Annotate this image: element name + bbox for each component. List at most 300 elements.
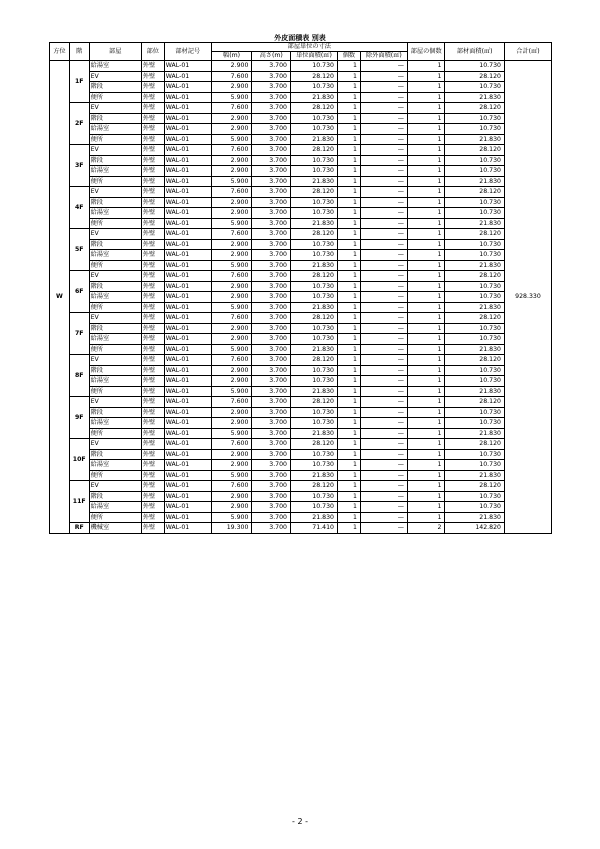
- deduct-cell: —: [360, 355, 407, 366]
- count-cell: 1: [337, 92, 360, 103]
- room-cell: EV: [89, 71, 141, 82]
- material-code-cell: WAL-01: [164, 113, 211, 124]
- material-code-cell: WAL-01: [164, 218, 211, 229]
- material-area-cell: 21.830: [445, 470, 504, 481]
- table-row: [50, 187, 552, 198]
- material-code-cell: WAL-01: [164, 512, 211, 523]
- room-count-cell: 1: [407, 428, 445, 439]
- part-cell: 外壁: [141, 302, 164, 313]
- room-cell: 便所: [89, 176, 141, 187]
- table-row: [50, 103, 552, 114]
- count-cell: 1: [337, 334, 360, 345]
- part-cell: 外壁: [141, 428, 164, 439]
- part-cell: 外壁: [141, 176, 164, 187]
- table-row: [50, 281, 552, 292]
- room-cell: 便所: [89, 512, 141, 523]
- room-cell: 便所: [89, 428, 141, 439]
- material-code-cell: WAL-01: [164, 376, 211, 387]
- count-cell: 1: [337, 512, 360, 523]
- unit-area-cell: 10.730: [291, 376, 338, 387]
- unit-area-cell: 10.730: [291, 82, 338, 93]
- room-cell: 階段: [89, 197, 141, 208]
- width-cell: 2.900: [211, 208, 252, 219]
- table-row: [50, 365, 552, 376]
- unit-area-cell: 28.120: [291, 71, 338, 82]
- count-cell: 1: [337, 134, 360, 145]
- width-cell: 7.600: [211, 397, 252, 408]
- width-cell: 7.600: [211, 145, 252, 156]
- deduct-cell: —: [360, 124, 407, 135]
- material-area-cell: 21.830: [445, 512, 504, 523]
- material-area-cell: 10.730: [445, 502, 504, 513]
- room-cell: 階段: [89, 155, 141, 166]
- deduct-cell: —: [360, 281, 407, 292]
- table-row: [50, 229, 552, 240]
- table-row: [50, 481, 552, 492]
- part-cell: 外壁: [141, 239, 164, 250]
- width-cell: 7.600: [211, 481, 252, 492]
- deduct-cell: —: [360, 512, 407, 523]
- unit-area-cell: 10.730: [291, 491, 338, 502]
- height-cell: 3.700: [252, 292, 291, 303]
- count-cell: 1: [337, 397, 360, 408]
- count-cell: 1: [337, 61, 360, 72]
- part-cell: 外壁: [141, 292, 164, 303]
- width-cell: 2.900: [211, 323, 252, 334]
- part-cell: 外壁: [141, 523, 164, 534]
- height-cell: 3.700: [252, 124, 291, 135]
- room-cell: 給湯室: [89, 292, 141, 303]
- count-cell: 1: [337, 292, 360, 303]
- part-cell: 外壁: [141, 386, 164, 397]
- height-cell: 3.700: [252, 365, 291, 376]
- material-code-cell: WAL-01: [164, 502, 211, 513]
- width-cell: 2.900: [211, 449, 252, 460]
- room-cell: EV: [89, 145, 141, 156]
- material-area-cell: 10.730: [445, 365, 504, 376]
- material-area-cell: 10.730: [445, 239, 504, 250]
- room-count-cell: 1: [407, 155, 445, 166]
- count-cell: 1: [337, 313, 360, 324]
- material-code-cell: WAL-01: [164, 176, 211, 187]
- material-code-cell: WAL-01: [164, 281, 211, 292]
- room-count-cell: 1: [407, 418, 445, 429]
- deduct-cell: —: [360, 302, 407, 313]
- room-cell: 便所: [89, 470, 141, 481]
- material-area-cell: 28.120: [445, 355, 504, 366]
- material-area-cell: 28.120: [445, 187, 504, 198]
- deduct-cell: —: [360, 365, 407, 376]
- room-count-cell: 1: [407, 386, 445, 397]
- material-area-cell: 10.730: [445, 460, 504, 471]
- header-height: 高さ(m): [252, 52, 291, 61]
- table-row: [50, 302, 552, 313]
- part-cell: 外壁: [141, 166, 164, 177]
- table-row: [50, 491, 552, 502]
- height-cell: 3.700: [252, 250, 291, 261]
- room-cell: 階段: [89, 365, 141, 376]
- width-cell: 2.900: [211, 502, 252, 513]
- height-cell: 3.700: [252, 145, 291, 156]
- floor-cell: 5F: [69, 229, 89, 271]
- count-cell: 1: [337, 386, 360, 397]
- material-code-cell: WAL-01: [164, 439, 211, 450]
- room-count-cell: 1: [407, 407, 445, 418]
- room-cell: 給湯室: [89, 460, 141, 471]
- unit-area-cell: 10.730: [291, 334, 338, 345]
- material-code-cell: WAL-01: [164, 407, 211, 418]
- room-cell: 便所: [89, 92, 141, 103]
- count-cell: 1: [337, 439, 360, 450]
- part-cell: 外壁: [141, 470, 164, 481]
- table-header: [50, 43, 552, 61]
- floor-cell: 7F: [69, 313, 89, 355]
- deduct-cell: —: [360, 376, 407, 387]
- material-code-cell: WAL-01: [164, 197, 211, 208]
- room-cell: 給湯室: [89, 376, 141, 387]
- deduct-cell: —: [360, 386, 407, 397]
- height-cell: 3.700: [252, 197, 291, 208]
- material-area-cell: 21.830: [445, 134, 504, 145]
- deduct-cell: —: [360, 208, 407, 219]
- room-count-cell: 1: [407, 124, 445, 135]
- part-cell: 外壁: [141, 512, 164, 523]
- deduct-cell: —: [360, 323, 407, 334]
- deduct-cell: —: [360, 418, 407, 429]
- part-cell: 外壁: [141, 103, 164, 114]
- width-cell: 7.600: [211, 103, 252, 114]
- unit-area-cell: 10.730: [291, 113, 338, 124]
- material-code-cell: WAL-01: [164, 166, 211, 177]
- room-cell: 便所: [89, 302, 141, 313]
- header-deduct: 除外面積(㎡): [360, 52, 407, 61]
- room-count-cell: 1: [407, 176, 445, 187]
- unit-area-cell: 28.120: [291, 397, 338, 408]
- room-cell: 便所: [89, 260, 141, 271]
- direction-cell: W: [50, 61, 70, 534]
- material-area-cell: 28.120: [445, 145, 504, 156]
- material-code-cell: WAL-01: [164, 386, 211, 397]
- count-cell: 1: [337, 323, 360, 334]
- height-cell: 3.700: [252, 313, 291, 324]
- height-cell: 3.700: [252, 407, 291, 418]
- table-row: [50, 428, 552, 439]
- count-cell: 1: [337, 481, 360, 492]
- material-area-cell: 10.730: [445, 491, 504, 502]
- part-cell: 外壁: [141, 397, 164, 408]
- material-code-cell: WAL-01: [164, 134, 211, 145]
- width-cell: 2.900: [211, 365, 252, 376]
- room-cell: EV: [89, 439, 141, 450]
- height-cell: 3.700: [252, 176, 291, 187]
- material-code-cell: WAL-01: [164, 365, 211, 376]
- header-unit-dims: 部屋単位の寸法: [211, 43, 407, 52]
- unit-area-cell: 71.410: [291, 523, 338, 534]
- count-cell: 1: [337, 176, 360, 187]
- part-cell: 外壁: [141, 124, 164, 135]
- room-count-cell: 1: [407, 197, 445, 208]
- deduct-cell: —: [360, 334, 407, 345]
- material-area-cell: 142.820: [445, 523, 504, 534]
- page-title: 外皮面積表 別表: [274, 34, 326, 42]
- header-width: 幅(m): [211, 52, 252, 61]
- material-code-cell: WAL-01: [164, 208, 211, 219]
- material-area-cell: 10.730: [445, 82, 504, 93]
- table-row: [50, 218, 552, 229]
- deduct-cell: —: [360, 523, 407, 534]
- room-count-cell: 1: [407, 145, 445, 156]
- width-cell: 5.900: [211, 92, 252, 103]
- room-cell: EV: [89, 481, 141, 492]
- height-cell: 3.700: [252, 281, 291, 292]
- floor-cell: 9F: [69, 397, 89, 439]
- material-area-cell: 21.830: [445, 260, 504, 271]
- height-cell: 3.700: [252, 460, 291, 471]
- room-count-cell: 1: [407, 134, 445, 145]
- unit-area-cell: 28.120: [291, 439, 338, 450]
- table-body: [50, 61, 552, 534]
- unit-area-cell: 10.730: [291, 239, 338, 250]
- width-cell: 7.600: [211, 313, 252, 324]
- unit-area-cell: 28.120: [291, 481, 338, 492]
- part-cell: 外壁: [141, 113, 164, 124]
- room-count-cell: 1: [407, 166, 445, 177]
- width-cell: 2.900: [211, 124, 252, 135]
- material-code-cell: WAL-01: [164, 418, 211, 429]
- header-floor: 階: [69, 43, 89, 61]
- part-cell: 外壁: [141, 418, 164, 429]
- material-code-cell: WAL-01: [164, 145, 211, 156]
- part-cell: 外壁: [141, 187, 164, 198]
- material-code-cell: WAL-01: [164, 61, 211, 72]
- header-room-count: 部屋の個数: [407, 43, 445, 61]
- count-cell: 1: [337, 523, 360, 534]
- deduct-cell: —: [360, 470, 407, 481]
- material-area-cell: 28.120: [445, 71, 504, 82]
- unit-area-cell: 10.730: [291, 460, 338, 471]
- part-cell: 外壁: [141, 271, 164, 282]
- room-cell: EV: [89, 271, 141, 282]
- table-row: [50, 334, 552, 345]
- deduct-cell: —: [360, 145, 407, 156]
- room-count-cell: 1: [407, 302, 445, 313]
- height-cell: 3.700: [252, 61, 291, 72]
- total-cell: 928.330: [504, 61, 551, 534]
- room-count-cell: 1: [407, 470, 445, 481]
- width-cell: 2.900: [211, 239, 252, 250]
- floor-cell: 8F: [69, 355, 89, 397]
- width-cell: 2.900: [211, 460, 252, 471]
- table-row: [50, 355, 552, 366]
- material-code-cell: WAL-01: [164, 470, 211, 481]
- count-cell: 1: [337, 250, 360, 261]
- room-count-cell: 1: [407, 239, 445, 250]
- table-row: [50, 397, 552, 408]
- table-row: [50, 407, 552, 418]
- height-cell: 3.700: [252, 323, 291, 334]
- unit-area-cell: 21.830: [291, 218, 338, 229]
- deduct-cell: —: [360, 134, 407, 145]
- material-area-cell: 10.730: [445, 250, 504, 261]
- part-cell: 外壁: [141, 344, 164, 355]
- room-count-cell: 1: [407, 229, 445, 240]
- width-cell: 2.900: [211, 334, 252, 345]
- room-cell: 給湯室: [89, 250, 141, 261]
- count-cell: 1: [337, 271, 360, 282]
- count-cell: 1: [337, 460, 360, 471]
- material-area-cell: 28.120: [445, 229, 504, 240]
- deduct-cell: —: [360, 113, 407, 124]
- width-cell: 5.900: [211, 134, 252, 145]
- page-number: - 2 -: [292, 817, 308, 826]
- height-cell: 3.700: [252, 512, 291, 523]
- unit-area-cell: 21.830: [291, 470, 338, 481]
- room-count-cell: 1: [407, 187, 445, 198]
- height-cell: 3.700: [252, 82, 291, 93]
- deduct-cell: —: [360, 103, 407, 114]
- room-cell: EV: [89, 229, 141, 240]
- height-cell: 3.700: [252, 470, 291, 481]
- room-cell: 便所: [89, 344, 141, 355]
- part-cell: 外壁: [141, 260, 164, 271]
- width-cell: 7.600: [211, 71, 252, 82]
- room-count-cell: 1: [407, 365, 445, 376]
- material-code-cell: WAL-01: [164, 481, 211, 492]
- room-cell: 階段: [89, 82, 141, 93]
- room-cell: 階段: [89, 281, 141, 292]
- room-count-cell: 1: [407, 92, 445, 103]
- material-area-cell: 28.120: [445, 313, 504, 324]
- deduct-cell: —: [360, 344, 407, 355]
- count-cell: 1: [337, 491, 360, 502]
- count-cell: 1: [337, 166, 360, 177]
- width-cell: 2.900: [211, 281, 252, 292]
- room-cell: 階段: [89, 239, 141, 250]
- count-cell: 1: [337, 502, 360, 513]
- width-cell: 2.900: [211, 418, 252, 429]
- table-row: [50, 460, 552, 471]
- material-code-cell: WAL-01: [164, 71, 211, 82]
- unit-area-cell: 10.730: [291, 323, 338, 334]
- height-cell: 3.700: [252, 71, 291, 82]
- count-cell: 1: [337, 239, 360, 250]
- table-row: [50, 418, 552, 429]
- material-area-cell: 21.830: [445, 92, 504, 103]
- width-cell: 2.900: [211, 292, 252, 303]
- count-cell: 1: [337, 187, 360, 198]
- unit-area-cell: 21.830: [291, 512, 338, 523]
- header-total: 合計(㎡): [504, 43, 551, 61]
- room-cell: 階段: [89, 323, 141, 334]
- width-cell: 7.600: [211, 355, 252, 366]
- room-count-cell: 1: [407, 376, 445, 387]
- material-area-cell: 28.120: [445, 439, 504, 450]
- table-row: [50, 197, 552, 208]
- count-cell: 1: [337, 113, 360, 124]
- header-unit-area: 単位面積(㎡): [291, 52, 338, 61]
- deduct-cell: —: [360, 313, 407, 324]
- unit-area-cell: 28.120: [291, 229, 338, 240]
- height-cell: 3.700: [252, 449, 291, 460]
- unit-area-cell: 21.830: [291, 302, 338, 313]
- height-cell: 3.700: [252, 428, 291, 439]
- deduct-cell: —: [360, 61, 407, 72]
- unit-area-cell: 21.830: [291, 134, 338, 145]
- unit-area-cell: 21.830: [291, 176, 338, 187]
- material-code-cell: WAL-01: [164, 460, 211, 471]
- table-row: [50, 512, 552, 523]
- width-cell: 5.900: [211, 302, 252, 313]
- part-cell: 外壁: [141, 197, 164, 208]
- room-count-cell: 1: [407, 260, 445, 271]
- table-row: [50, 134, 552, 145]
- table-row: [50, 82, 552, 93]
- material-code-cell: WAL-01: [164, 292, 211, 303]
- height-cell: 3.700: [252, 103, 291, 114]
- width-cell: 2.900: [211, 250, 252, 261]
- unit-area-cell: 10.730: [291, 365, 338, 376]
- room-cell: 階段: [89, 407, 141, 418]
- room-count-cell: 1: [407, 481, 445, 492]
- material-area-cell: 21.830: [445, 218, 504, 229]
- part-cell: 外壁: [141, 218, 164, 229]
- width-cell: 2.900: [211, 197, 252, 208]
- unit-area-cell: 21.830: [291, 386, 338, 397]
- material-area-cell: 10.730: [445, 197, 504, 208]
- width-cell: 5.900: [211, 344, 252, 355]
- width-cell: 2.900: [211, 155, 252, 166]
- room-cell: EV: [89, 313, 141, 324]
- material-code-cell: WAL-01: [164, 124, 211, 135]
- height-cell: 3.700: [252, 155, 291, 166]
- table-row: [50, 376, 552, 387]
- deduct-cell: —: [360, 250, 407, 261]
- table-row: [50, 470, 552, 481]
- material-area-cell: 10.730: [445, 124, 504, 135]
- deduct-cell: —: [360, 428, 407, 439]
- floor-cell: 10F: [69, 439, 89, 481]
- table-row: [50, 344, 552, 355]
- part-cell: 外壁: [141, 376, 164, 387]
- room-count-cell: 1: [407, 313, 445, 324]
- material-area-cell: 28.120: [445, 397, 504, 408]
- height-cell: 3.700: [252, 481, 291, 492]
- material-code-cell: WAL-01: [164, 334, 211, 345]
- width-cell: 5.900: [211, 386, 252, 397]
- room-count-cell: 1: [407, 460, 445, 471]
- count-cell: 1: [337, 145, 360, 156]
- height-cell: 3.700: [252, 491, 291, 502]
- deduct-cell: —: [360, 176, 407, 187]
- unit-area-cell: 28.120: [291, 187, 338, 198]
- count-cell: 1: [337, 229, 360, 240]
- count-cell: 1: [337, 82, 360, 93]
- room-cell: EV: [89, 103, 141, 114]
- room-count-cell: 1: [407, 218, 445, 229]
- count-cell: 1: [337, 124, 360, 135]
- height-cell: 3.700: [252, 218, 291, 229]
- unit-area-cell: 10.730: [291, 449, 338, 460]
- deduct-cell: —: [360, 491, 407, 502]
- count-cell: 1: [337, 155, 360, 166]
- deduct-cell: —: [360, 292, 407, 303]
- material-code-cell: WAL-01: [164, 491, 211, 502]
- count-cell: 1: [337, 344, 360, 355]
- room-count-cell: 1: [407, 344, 445, 355]
- header-part: 部位: [141, 43, 164, 61]
- height-cell: 3.700: [252, 239, 291, 250]
- room-cell: EV: [89, 397, 141, 408]
